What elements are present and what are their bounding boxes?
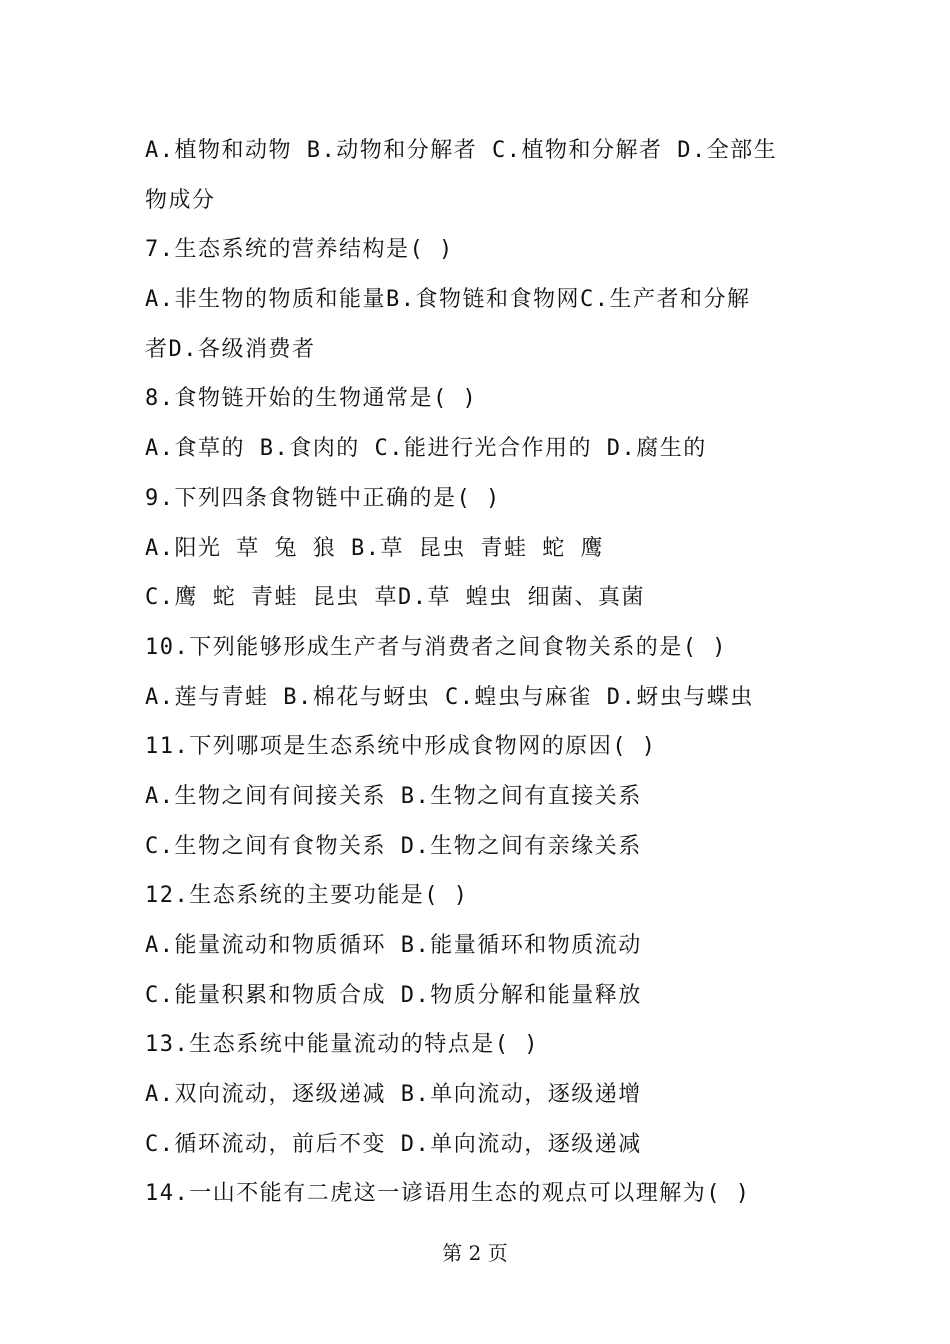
text-line: A.阳光 草 兔 狼 B.草 昆虫 青蛙 蛇 鹰 [145, 535, 604, 561]
text-line: C.生物之间有食物关系 D.生物之间有亲缘关系 [145, 833, 642, 859]
page-number: 第 2 页 [442, 1241, 508, 1265]
question-text-block [145, 126, 805, 1219]
text-line: A.食草的 B.食肉的 C.能进行光合作用的 D.腐生的 [145, 436, 707, 462]
text-line: C.循环流动，前后不变 D.单向流动，逐级递减 [145, 1131, 642, 1157]
text-line: C.能量积累和物质合成 D.物质分解和能量释放 [145, 982, 642, 1008]
text-line: A.能量流动和物质循环 B.能量循环和物质流动 [145, 933, 642, 958]
question-14: 14.一山不能有二虎这一谚语用生态的观点可以理解为( ) [145, 1181, 751, 1207]
text-line: 物成分 [145, 187, 216, 213]
text-line: A.植物和动物 B.动物和分解者 C.植物和分解者 D.全部生 [145, 138, 778, 163]
question-12: 12.生态系统的主要功能是( ) [145, 883, 469, 909]
text-line: 者D.各级消费者 [145, 336, 316, 362]
question-10: 10.下列能够形成生产者与消费者之间食物关系的是( ) [145, 634, 727, 660]
question-9: 9.下列四条食物链中正确的是( ) [145, 485, 501, 511]
question-7: 7.生态系统的营养结构是( ) [145, 237, 454, 263]
text-line: C.鹰 蛇 青蛙 昆虫 草D.草 蝗虫 细菌、真菌 [145, 585, 645, 611]
text-line: A.莲与青蛙 B.棉花与蚜虫 C.蝗虫与麻雀 D.蚜虫与蝶虫 [145, 684, 754, 710]
text-line: A.生物之间有间接关系 B.生物之间有直接关系 [145, 783, 642, 809]
question-11: 11.下列哪项是生态系统中形成食物网的原因( ) [145, 734, 657, 760]
text-line: A.非生物的物质和能量B.食物链和食物网C.生产者和分解 [145, 287, 751, 313]
text-line: A.双向流动，逐级递减 B.单向流动，逐级递增 [145, 1082, 642, 1108]
question-8: 8.食物链开始的生物通常是( ) [145, 386, 478, 412]
question-13: 13.生态系统中能量流动的特点是( ) [145, 1032, 539, 1058]
